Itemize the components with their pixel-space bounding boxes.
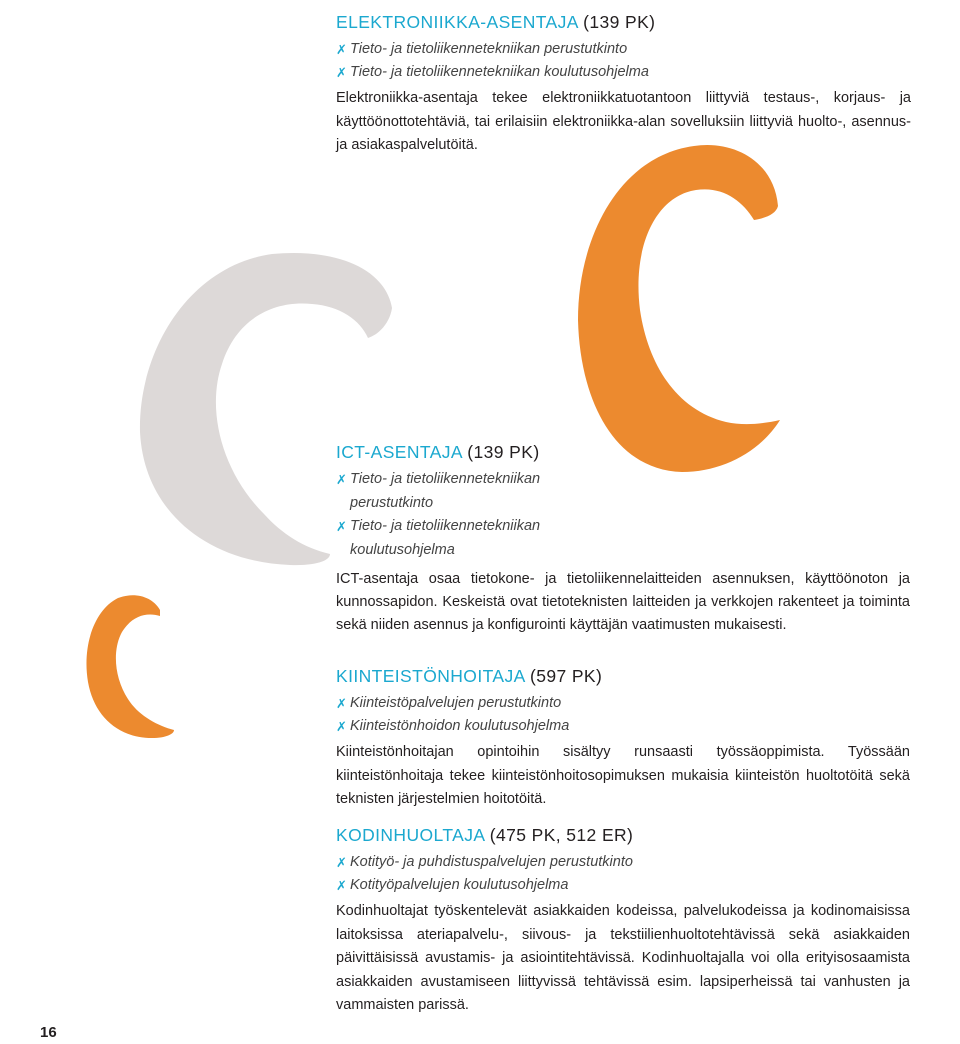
cross-icon: ✗ — [336, 519, 347, 534]
section-heading — [336, 823, 910, 847]
occupation-name: KODINHUOLTAJA — [336, 825, 485, 845]
cross-icon: ✗ — [336, 719, 347, 734]
qualification-label: Kotityö- ja puhdistuspalvelujen perustutkinto — [350, 854, 633, 870]
qualification-item — [336, 692, 910, 715]
section-heading — [336, 664, 910, 688]
cross-icon: ✗ — [336, 472, 347, 487]
qualification-list — [336, 38, 911, 84]
qualification-label: Tieto- ja tietoliikennetekniikan koulutusohjelma — [350, 64, 649, 80]
qualification-label: Kiinteistöpalvelujen perustutkinto — [350, 695, 562, 711]
qualification-label: Kotityöpalvelujen koulutusohjelma — [350, 877, 569, 893]
occupation-section-ict — [336, 440, 910, 637]
student-count: (475 PK, 512 ER) — [484, 825, 634, 845]
occupation-description: Kodinhuoltajat työskentelevät asiakkaiden kodeissa, palvelukodeissa ja kodinomaisissa laitoksissa ateriapalvelu-, siivous- ja tekstiilienhuoltotehtävissä sekä asiakkaiden päivittäisissä avustamis- ja asiointitehtävissä. Kodinhuoltajalla voi olla erityisosaamista asiakkaiden avustamiseen liittyvissä tehtävissä esim. lapsiperheissä tai vanhusten ja vammaisten parissä. — [336, 903, 910, 1013]
occupation-name: ICT-ASENTAJA — [336, 442, 463, 462]
cross-icon: ✗ — [336, 65, 347, 80]
qualification-list — [336, 851, 910, 897]
student-count: (597 PK) — [524, 666, 603, 686]
qualification-label: Tieto- ja tietoliikennetekniikan perustutkinto — [350, 41, 628, 57]
occupation-section-elektroniikka — [336, 10, 911, 158]
occupation-name: KIINTEISTÖNHOITAJA — [336, 666, 525, 686]
occupation-description: ICT-asentaja osaa tietokone- ja tietoliikennelaitteiden asennuksen, käyttöönoton ja kunnossapidon. Keskeistä ovat tietoteknisten laitteiden ja verkkojen rakenteet ja toiminta sekä niiden asennus ja konfigurointi käyttäjän vaatimusten mukaisesti. — [336, 571, 910, 633]
occupation-description: Kiinteistönhoitajan opintoihin sisältyy runsaasti työssäoppimista. Työssään kiinteistönhoitaja tekee kiinteistönhoitosopimuksen mukaisia kiinteistön huoltotöitä sekä teknisten järjestelmien hoitotöitä. — [336, 744, 910, 807]
page-number: 16 — [40, 1024, 57, 1041]
occupation-name: ELEKTRONIIKKA-ASENTAJA — [336, 12, 578, 32]
qualification-label: Kiinteistönhoidon koulutusohjelma — [350, 718, 570, 734]
qualification-label: Tieto- ja tietoliikennetekniikan koulutusohjelma — [350, 518, 541, 558]
qualification-item — [336, 515, 606, 562]
cross-icon: ✗ — [336, 696, 347, 711]
section-heading — [336, 440, 910, 464]
qualification-label: Tieto- ja tietoliikennetekniikan perustutkinto — [350, 471, 541, 511]
occupation-section-kiinteistonhoitaja — [336, 664, 910, 812]
qualification-item — [336, 715, 910, 738]
qualification-list — [336, 468, 606, 562]
qualification-list — [336, 692, 910, 738]
cross-icon: ✗ — [336, 878, 347, 893]
cross-icon: ✗ — [336, 42, 347, 57]
cross-icon: ✗ — [336, 855, 347, 870]
qualification-item — [336, 61, 911, 84]
student-count: (139 PK) — [462, 442, 540, 462]
occupation-description: Elektroniikka-asentaja tekee elektroniikkatuotantoon liittyviä testaus-, korjaus- ja käyttöönottotehtäviä, tai erilaisiin elektroniikka-alan sovelluksiin liittyviä huolto-, asennus- ja asiakaspalvelutöitä. — [336, 90, 911, 153]
qualification-item — [336, 851, 910, 874]
student-count: (139 PK) — [577, 12, 656, 32]
qualification-item — [336, 468, 606, 515]
qualification-item — [336, 38, 911, 61]
orange-c-large-shape — [578, 145, 780, 472]
qualification-item — [336, 874, 910, 897]
orange-c-small-shape — [86, 595, 174, 738]
occupation-section-kodinhuoltaja — [336, 823, 910, 1018]
section-heading — [336, 10, 911, 34]
